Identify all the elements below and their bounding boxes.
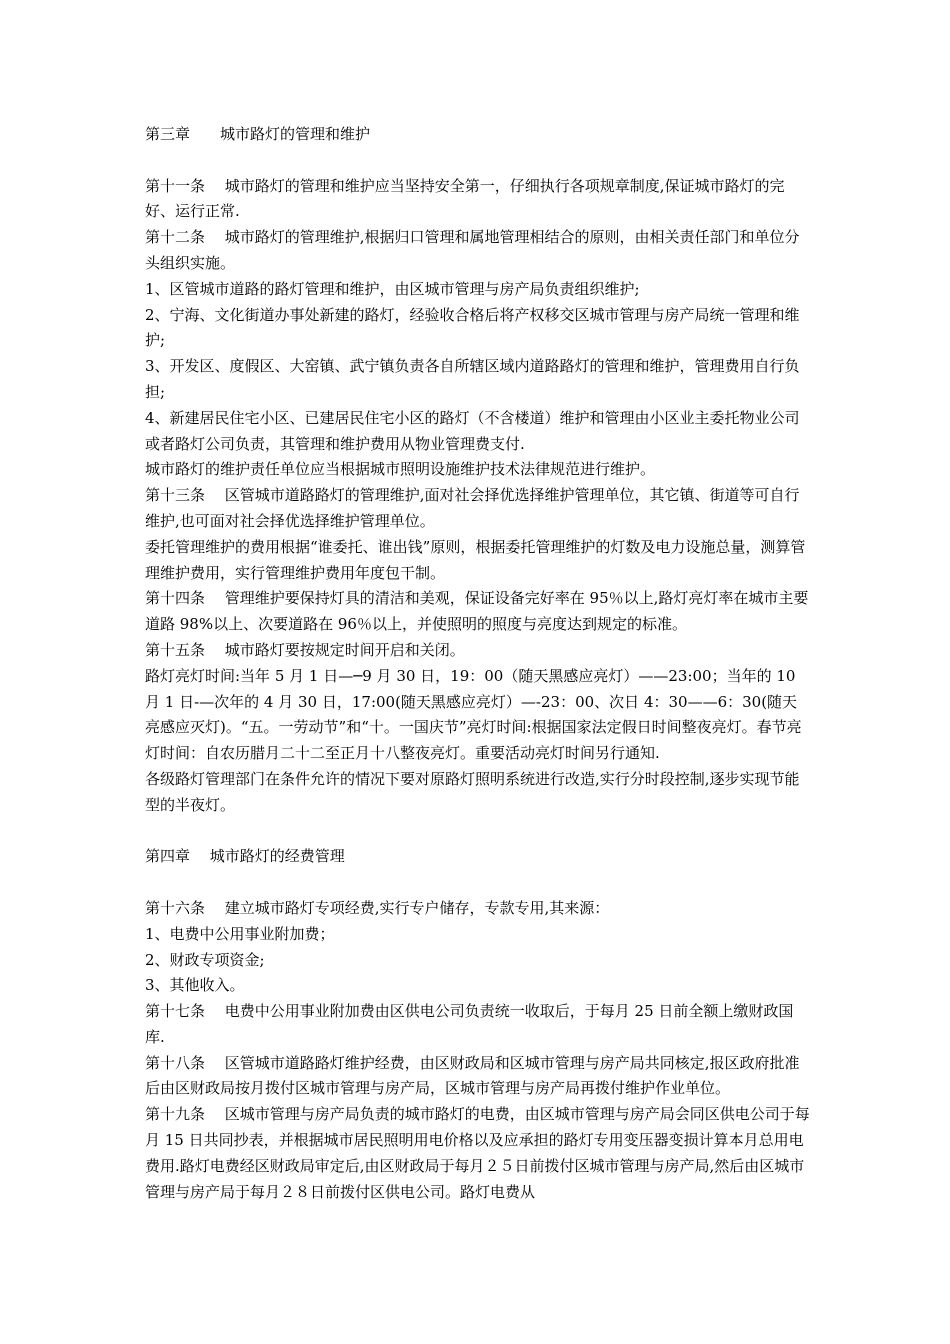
article-16-item-2: 2、财政专项资金; bbox=[145, 950, 265, 969]
article-12-note: 城市路灯的维护责任单位应当根据城市照明设施维护技术法律规范进行维护。 bbox=[145, 460, 656, 479]
article-11: 第十一条 城市路灯的管理和维护应当坚持安全第一，仔细执行各项规章制度,保证城市路灯的完好、运行正常. bbox=[145, 176, 785, 221]
chapter-4-heading: 第四章 城市路灯的经费管理 bbox=[145, 847, 345, 866]
article-19: 第十九条 区城市管理与房产局负责的城市路灯的电费，由区城市管理与房产局会同区供电公司于每月 15 日共同抄表，并根据城市居民照明用电价格以及应承担的路灯专用变压器变损计算本月总用电费用.路灯电费经区财政局审定后,由区财政局于每月２５日前拨付区城市管理与房产局,然后由区城市管理与房产局于每月２８日前拨付区供电公司。路灯电费从 bbox=[145, 1105, 810, 1201]
document-page bbox=[145, 122, 810, 1205]
article-16-item-3: 3、其他收入。 bbox=[145, 976, 245, 995]
article-12: 第十二条 城市路灯的管理维护,根据归口管理和属地管理相结合的原则，由相关责任部门和单位分头组织实施。 bbox=[145, 228, 800, 272]
article-15: 第十五条 城市路灯要按规定时间开启和关闭。 bbox=[145, 640, 465, 659]
article-14: 第十四条 管理维护要保持灯具的清洁和美观，保证设备完好率在 95％以上,路灯亮灯率在城市主要道路 98%以上、次要道路在 96％以上，并使照明的照度与亮度达到规定的标准。 bbox=[145, 589, 809, 634]
article-12-item-2: 2、宁海、文化街道办事处新建的路灯，经验收合格后将产权移交区城市管理与房产局统一管理和维护; bbox=[145, 305, 800, 350]
chapter-3-heading: 第三章 城市路灯的管理和维护 bbox=[145, 125, 371, 143]
article-16: 第十六条 建立城市路灯专项经费,实行专户储存，专款专用,其来源： bbox=[145, 898, 610, 917]
article-15-lighting-time: 路灯亮灯时间:当年 5 月 1 日—─9 月 30 日，19：00（随天黑感应亮灯）——23:00；当年的 10 月 1 日-—次年的 4 月 30 日，17:00(随天黑感应亮灯）—-23：00、次日 4：30——6：30(随天亮感应灭灯)。“五。一劳动节”和“十。一国庆节”亮灯时间:根据国家法定假日时间整夜亮灯。春节亮灯时间：自农历腊月二十二至正月十八整夜亮灯。重要活动亮灯时间另行通知. bbox=[145, 666, 802, 763]
article-12-item-3: 3、开发区、度假区、大窑镇、武宁镇负责各自所辖区域内道路路灯的管理和维护，管理费用自行负担; bbox=[145, 357, 800, 401]
article-13: 第十三条 区管城市道路路灯的管理维护,面对社会择优选择维护管理单位，其它镇、街道等可自行维护,也可面对社会择优选择维护管理单位。 bbox=[145, 486, 800, 530]
blank-line bbox=[145, 819, 810, 845]
article-17: 第十七条 电费中公用事业附加费由区供电公司负责统一收取后，于每月 25 日前全额上缴财政国库. bbox=[145, 1002, 794, 1046]
article-16-item-1: 1、电费中公用事业附加费； bbox=[145, 924, 335, 943]
blank-line bbox=[145, 870, 810, 896]
blank-line bbox=[145, 148, 810, 174]
article-12-item-1: 1、区管城市道路的路灯管理和维护，由区城市管理与房产局负责组织维护; bbox=[145, 279, 640, 298]
article-18: 第十八条 区管城市道路路灯维护经费，由区财政局和区城市管理与房产局共同核定,报区政府批准后由区财政局按月拨付区城市管理与房产局，区城市管理与房产局再拨付维护作业单位。 bbox=[145, 1053, 800, 1098]
article-13-cost: 委托管理维护的费用根据“谁委托、谁出钱”原则，根据委托管理维护的灯数及电力设施总量，测算管理维护费用，实行管理维护费用年度包干制。 bbox=[145, 537, 806, 582]
article-12-item-4: 4、新建居民住宅小区、已建居民住宅小区的路灯（不含楼道）维护和管理由小区业主委托物业公司或者路灯公司负责，其管理和维护费用从物业管理费支付. bbox=[145, 408, 800, 453]
article-15-renovation: 各级路灯管理部门在条件允许的情况下要对原路灯照明系统进行改造,实行分时段控制,逐步实现节能型的半夜灯。 bbox=[145, 769, 800, 814]
